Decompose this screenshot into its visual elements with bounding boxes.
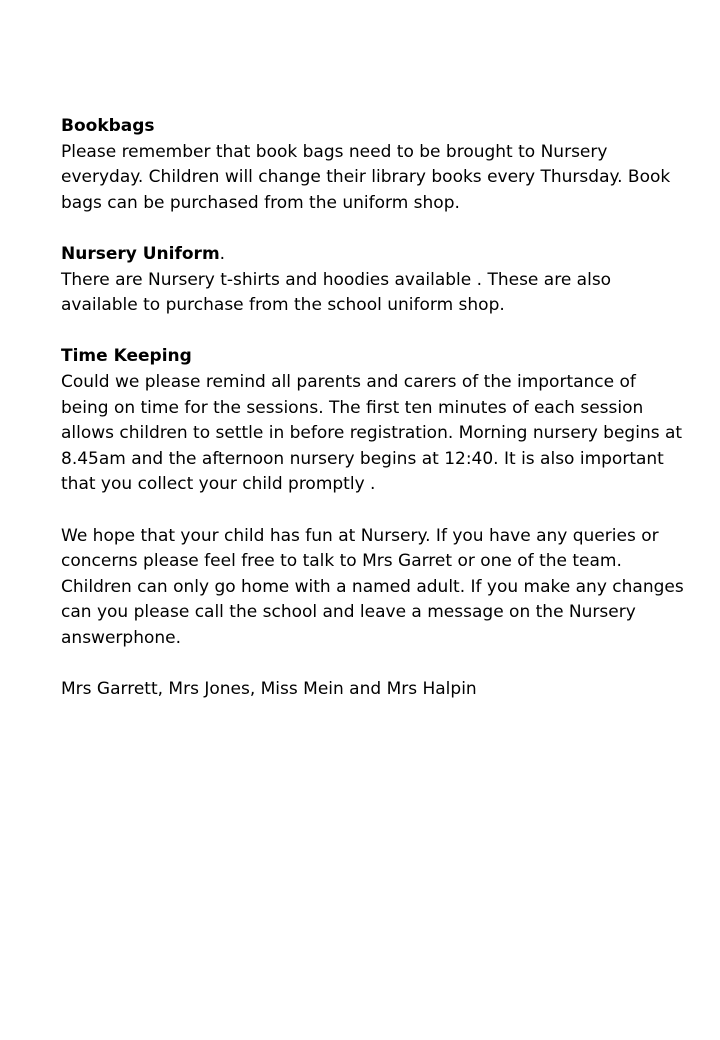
closing-section [61, 524, 685, 652]
time-keeping-section [61, 344, 685, 498]
uniform-heading: Nursery Uniform [61, 243, 220, 264]
time-keeping-heading: Time Keeping [61, 346, 192, 367]
bookbags-heading: Bookbags [61, 116, 155, 136]
uniform-heading-period: . [219, 243, 226, 264]
bookbags-section [61, 114, 685, 216]
bookbags-paragraph: Please remember that book bags need to be brought to Nursery everyday. Children will change their library books every Thursday. Book bags can be purchased from the uniform shop. [61, 141, 671, 213]
time-keeping-paragraph: Could we please remind all parents and carers of the importance of being on time for the sessions. The first ten minutes of each session allows children to settle in before registration. Morning nursery begins at 8.45am and the afternoon nursery begins at 12:40. It is also important that you collect your child promptly . [61, 371, 683, 495]
uniform-heading-line [61, 242, 685, 268]
signoff-line: Mrs Garrett, Mrs Jones, Miss Mein and Mrs Halpin [61, 679, 477, 700]
uniform-paragraph: There are Nursery t-shirts and hoodies available . These are also available to purchase from the school uniform shop. [61, 269, 612, 316]
closing-paragraph: We hope that your child has fun at Nursery. If you have any queries or concerns please feel free to talk to Mrs Garret or one of the team. Children can only go home with a named adult. If you make any changes can you please call the school and leave a message on the Nursery answerphone. [61, 525, 684, 648]
letter-page [61, 114, 685, 703]
uniform-section [61, 242, 685, 319]
